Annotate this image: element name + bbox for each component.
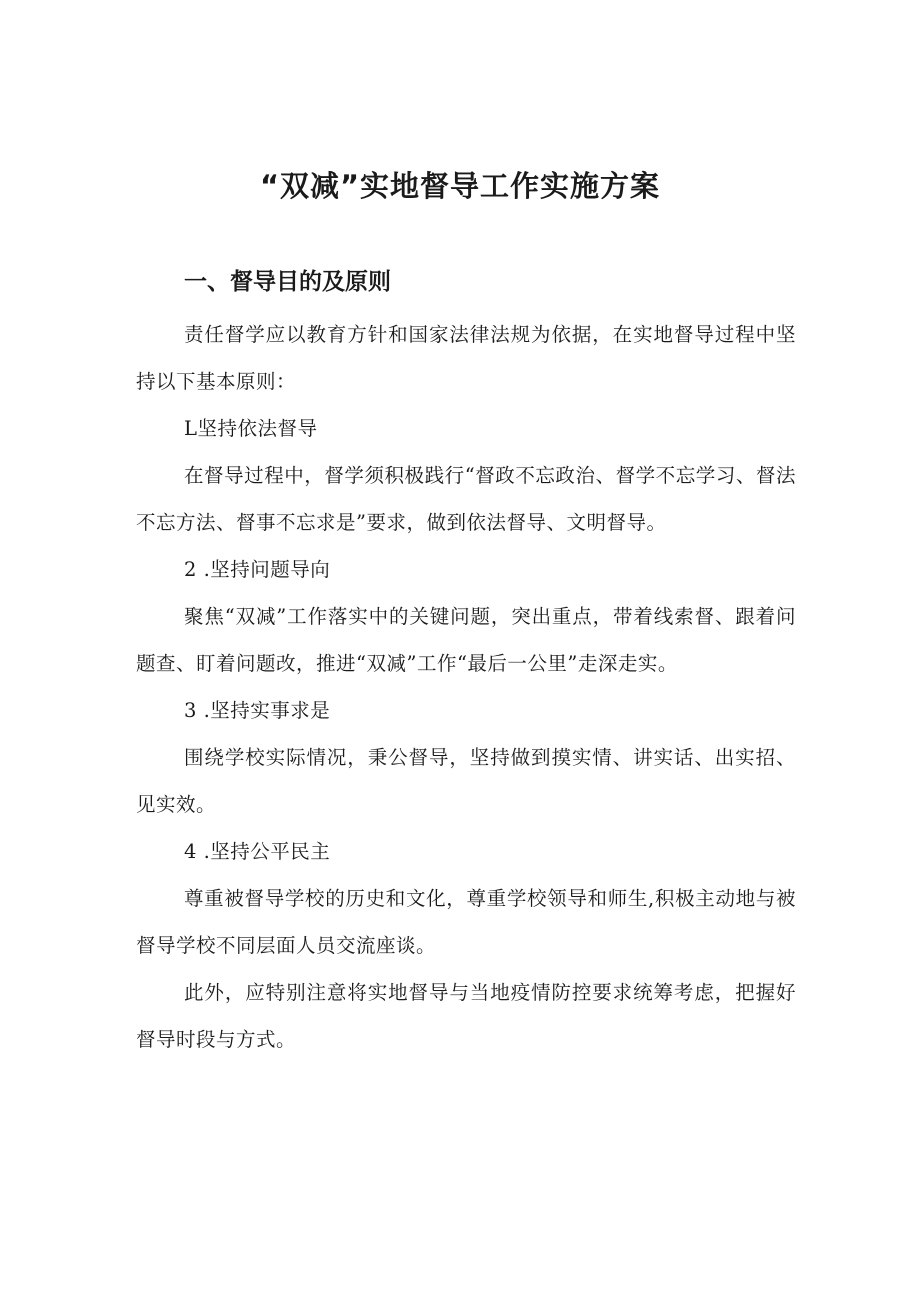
paragraph-principle-1: 在督导过程中，督学须积极践行“督政不忘政治、督学不忘学习、督法不忘方法、督事不忘求是”要求，做到依法督导、文明督导。 bbox=[136, 464, 796, 534]
section-heading: 一、督导目的及原则 bbox=[184, 269, 391, 295]
principle-heading-1: L坚持依法督导 bbox=[184, 417, 318, 440]
paragraph-principle-4: 尊重被督导学校的历史和文化，尊重学校领导和师生,积极主动地与被督导学校不同层面人员交流座谈。 bbox=[136, 887, 796, 957]
principle-heading-3: 3 .坚持实事求是 bbox=[184, 699, 331, 722]
document-body bbox=[136, 311, 796, 1063]
document-title: “双减”实地督导工作实施方案 bbox=[259, 169, 661, 203]
paragraph-principle-2: 聚焦“双减”工作落实中的关键问题，突出重点，带着线索督、跟着问题查、盯着问题改，推进“双减”工作“最后一公里”走深走实。 bbox=[136, 605, 796, 675]
paragraph-closing: 此外，应特别注意将实地督导与当地疫情防控要求统筹考虑，把握好督导时段与方式。 bbox=[136, 981, 796, 1051]
paragraph-intro: 责任督学应以教育方针和国家法律法规为依据，在实地督导过程中坚持以下基本原则： bbox=[136, 323, 796, 393]
principle-heading-4: 4 .坚持公平民主 bbox=[184, 840, 331, 863]
paragraph-principle-3: 围绕学校实际情况，秉公督导，坚持做到摸实情、讲实话、出实招、见实效。 bbox=[136, 746, 796, 816]
principle-heading-2: 2 .坚持问题导向 bbox=[184, 558, 331, 581]
